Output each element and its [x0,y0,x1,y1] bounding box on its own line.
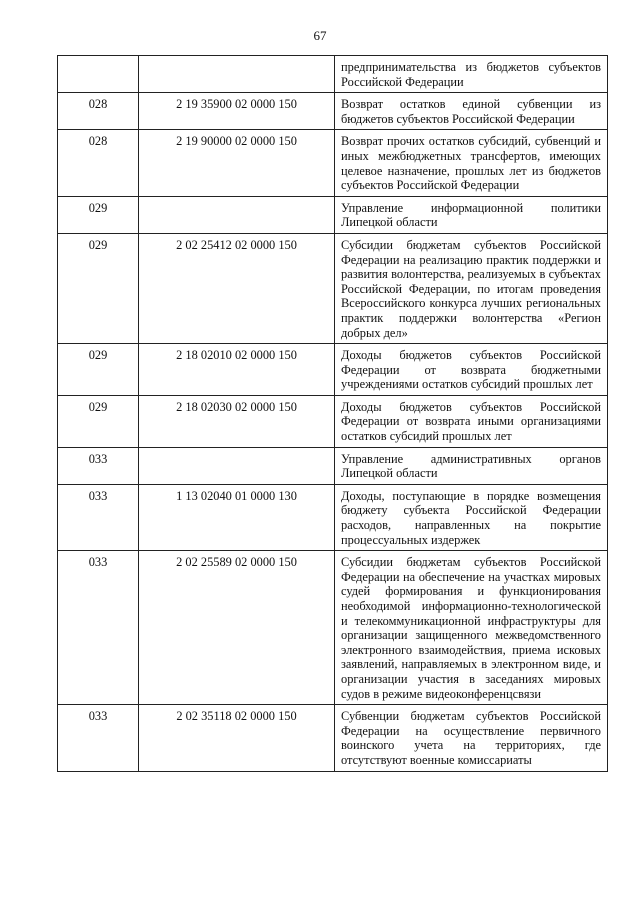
table-row [58,551,608,705]
budget-classification-code-cell [139,56,335,93]
budget-classification-code-cell: 2 19 90000 02 0000 150 [139,130,335,196]
budget-classification-code-cell: 2 02 35118 02 0000 150 [139,705,335,771]
budget-classification-code-cell [139,447,335,484]
table-row [58,344,608,396]
income-name-cell: Доходы, поступающие в порядке возмещения бюджету субъекта Российской Федерации расходов, направленных на покрытие процессуальных издержек [335,484,608,550]
income-name-cell: Управление административных органов Липецкой области [335,447,608,484]
budget-classification-code-cell: 2 19 35900 02 0000 150 [139,93,335,130]
income-name-cell: Возврат остатков единой субвенции из бюджетов субъектов Российской Федерации [335,93,608,130]
admin-code-cell: 029 [58,233,139,343]
budget-classification-code-cell: 2 02 25412 02 0000 150 [139,233,335,343]
admin-code-cell: 033 [58,705,139,771]
budget-codes-table [57,55,608,772]
table-row [58,93,608,130]
table-row [58,484,608,550]
table-row [58,196,608,233]
income-name-cell: Доходы бюджетов субъектов Российской Федерации от возврата иными организациями остатков субсидий прошлых лет [335,395,608,447]
income-name-cell: Субвенции бюджетам субъектов Российской Федерации на осуществление первичного воинского учета на территориях, где отсутствуют военные комиссариаты [335,705,608,771]
table-row [58,233,608,343]
table-row [58,395,608,447]
admin-code-cell: 028 [58,93,139,130]
income-name-cell: Управление информационной политики Липецкой области [335,196,608,233]
table-body [58,56,608,772]
table-row [58,56,608,93]
admin-code-cell: 033 [58,551,139,705]
budget-classification-code-cell: 2 18 02030 02 0000 150 [139,395,335,447]
income-name-cell: Субсидии бюджетам субъектов Российской Федерации на обеспечение на участках мировых судей формирования и функционирования необходимой информационно-технологической и телекоммуникационной инфраструктуры для организации защищенного межведомственного электронного взаимодействия, приема исковых заявлений, направляемых в электронном виде, и организации участия в заседаниях мировых судов в режиме видеоконференцсвязи [335,551,608,705]
admin-code-cell: 029 [58,344,139,396]
income-name-cell: Возврат прочих остатков субсидий, субвенций и иных межбюджетных трансфертов, имеющих целевое назначение, прошлых лет из бюджетов субъектов Российской Федерации [335,130,608,196]
admin-code-cell: 028 [58,130,139,196]
income-name-cell: Доходы бюджетов субъектов Российской Федерации от возврата бюджетными учреждениями остатков субсидий прошлых лет [335,344,608,396]
table-row [58,130,608,196]
budget-classification-code-cell: 1 13 02040 01 0000 130 [139,484,335,550]
income-name-cell: предпринимательства из бюджетов субъектов Российской Федерации [335,56,608,93]
admin-code-cell: 033 [58,447,139,484]
page-number: 67 [313,28,327,43]
admin-code-cell: 029 [58,196,139,233]
admin-code-cell: 033 [58,484,139,550]
income-name-cell: Субсидии бюджетам субъектов Российской Федерации на реализацию практик поддержки и развития волонтерства, реализуемых в субъектах Российской Федерации, по итогам проведения Всероссийского конкурса лучших региональных практик поддержки волонтерства «Регион добрых дел» [335,233,608,343]
admin-code-cell: 029 [58,395,139,447]
admin-code-cell [58,56,139,93]
budget-classification-code-cell: 2 02 25589 02 0000 150 [139,551,335,705]
budget-classification-code-cell [139,196,335,233]
table-row [58,705,608,771]
table-row [58,447,608,484]
budget-classification-code-cell: 2 18 02010 02 0000 150 [139,344,335,396]
